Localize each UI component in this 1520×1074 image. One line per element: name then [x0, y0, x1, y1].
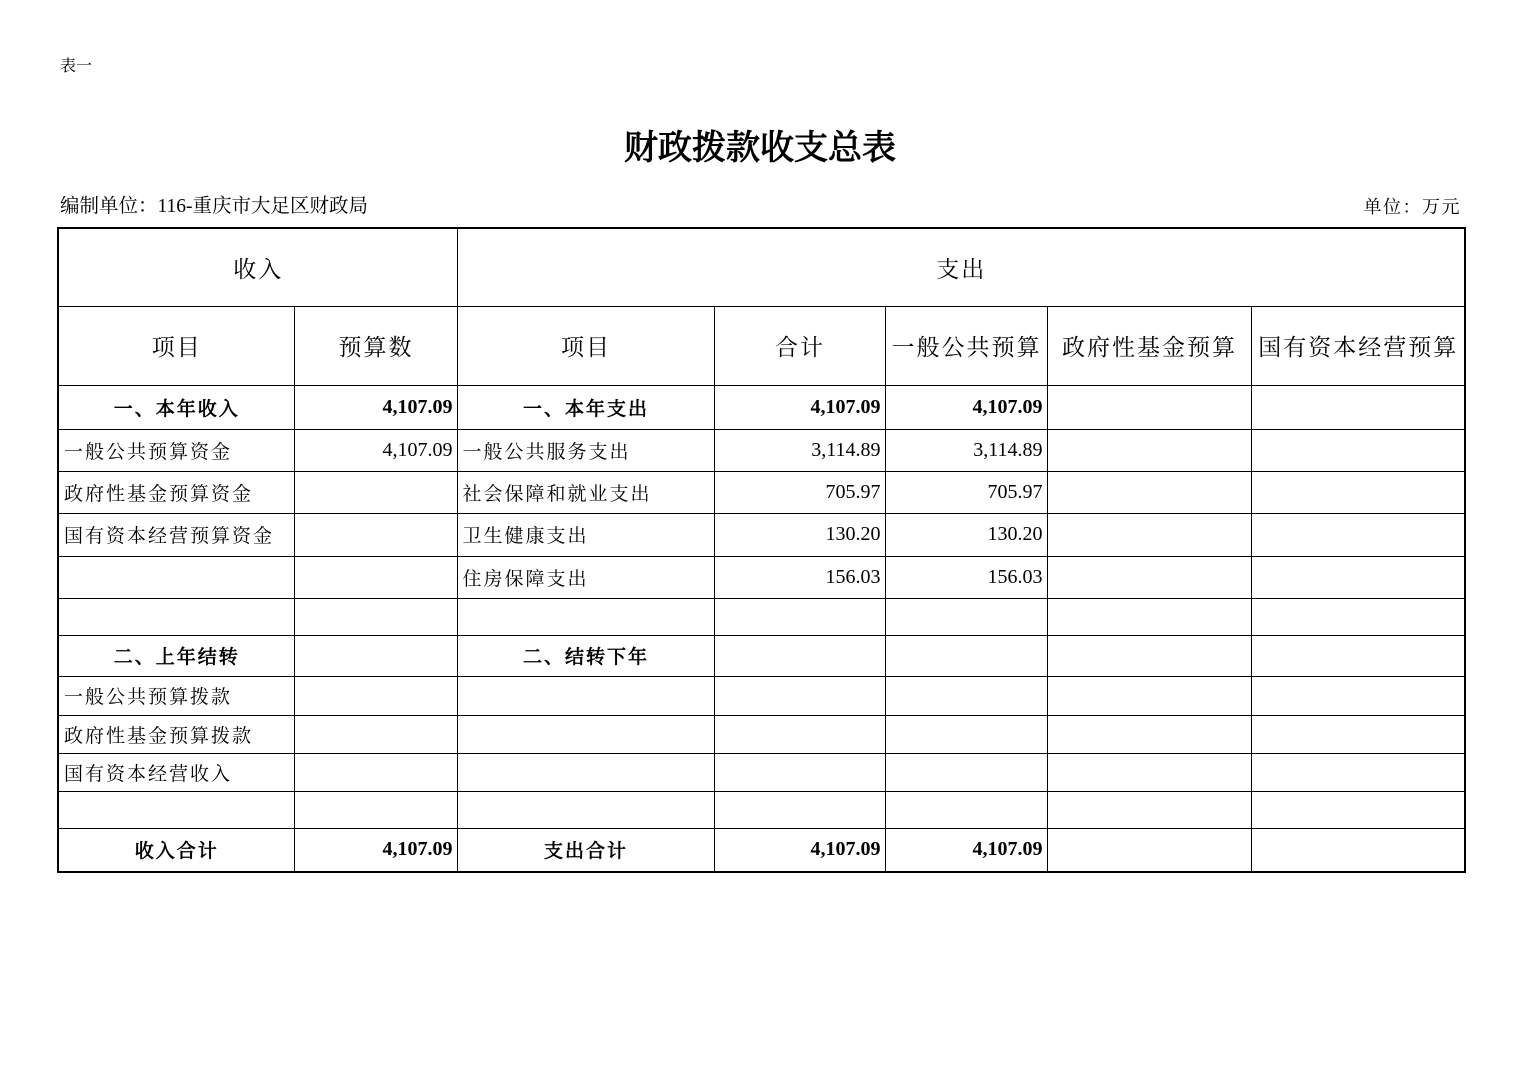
expense-total-cell: 705.97 [714, 471, 885, 513]
expense-total-cell: 130.20 [714, 513, 885, 556]
table-row-totals [58, 828, 1465, 872]
government-fund-budget-cell [1047, 429, 1251, 471]
general-public-budget-cell: 4,107.09 [885, 385, 1047, 429]
expense-total-cell [714, 753, 885, 791]
income-budget-cell [294, 471, 457, 513]
government-fund-budget-cell [1047, 598, 1251, 635]
income-budget-cell: 4,107.09 [294, 828, 457, 872]
general-public-budget-cell [885, 598, 1047, 635]
expense-item-cell [457, 598, 714, 635]
income-budget-cell [294, 791, 457, 828]
state-capital-budget-cell [1251, 556, 1465, 598]
government-fund-budget-cell [1047, 791, 1251, 828]
income-budget-cell [294, 556, 457, 598]
government-fund-budget-cell [1047, 753, 1251, 791]
expense-item-cell [457, 753, 714, 791]
expense-total-cell: 4,107.09 [714, 385, 885, 429]
col-header-income-budget: 预算数 [294, 306, 457, 385]
table-row [58, 385, 1465, 429]
government-fund-budget-cell [1047, 513, 1251, 556]
compiling-unit: 编制单位：116-重庆市大足区财政局 [60, 196, 369, 217]
table-row [58, 471, 1465, 513]
government-fund-budget-cell [1047, 471, 1251, 513]
group-header-expense: 支出 [457, 228, 1465, 306]
expense-total-cell: 3,114.89 [714, 429, 885, 471]
government-fund-budget-cell [1047, 385, 1251, 429]
income-item-cell: 国有资本经营收入 [58, 753, 294, 791]
state-capital-budget-cell [1251, 635, 1465, 676]
income-item-cell [58, 791, 294, 828]
col-header-expense-total: 合计 [714, 306, 885, 385]
income-item-cell: 二、上年结转 [58, 635, 294, 676]
expense-total-cell [714, 715, 885, 753]
general-public-budget-cell [885, 791, 1047, 828]
table-row [58, 598, 1465, 635]
government-fund-budget-cell [1047, 635, 1251, 676]
expense-item-cell: 二、结转下年 [457, 635, 714, 676]
table-row [58, 556, 1465, 598]
general-public-budget-cell [885, 635, 1047, 676]
income-budget-cell [294, 598, 457, 635]
col-header-expense-item: 项目 [457, 306, 714, 385]
group-header-income: 收入 [58, 228, 457, 306]
general-public-budget-cell: 130.20 [885, 513, 1047, 556]
government-fund-budget-cell [1047, 556, 1251, 598]
document-label: 表一 [60, 58, 93, 75]
table-row [58, 513, 1465, 556]
page-title: 财政拨款收支总表 [624, 128, 896, 168]
expense-total-cell: 4,107.09 [714, 828, 885, 872]
expense-item-cell: 一、本年支出 [457, 385, 714, 429]
column-header-row [58, 306, 1465, 385]
expense-item-cell: 住房保障支出 [457, 556, 714, 598]
table-row [58, 791, 1465, 828]
income-budget-cell [294, 676, 457, 715]
col-header-government-fund-budget: 政府性基金预算 [1047, 306, 1251, 385]
state-capital-budget-cell [1251, 471, 1465, 513]
income-item-cell: 国有资本经营预算资金 [58, 513, 294, 556]
government-fund-budget-cell [1047, 715, 1251, 753]
table-row [58, 635, 1465, 676]
expense-item-cell: 一般公共服务支出 [457, 429, 714, 471]
government-fund-budget-cell [1047, 676, 1251, 715]
income-budget-cell: 4,107.09 [294, 385, 457, 429]
col-header-income-item: 项目 [58, 306, 294, 385]
expense-item-cell [457, 676, 714, 715]
income-item-cell [58, 556, 294, 598]
general-public-budget-cell [885, 676, 1047, 715]
group-header-row [58, 228, 1465, 306]
state-capital-budget-cell [1251, 513, 1465, 556]
expense-total-cell [714, 635, 885, 676]
table-row [58, 676, 1465, 715]
income-budget-cell [294, 635, 457, 676]
expense-item-cell: 社会保障和就业支出 [457, 471, 714, 513]
income-budget-cell [294, 513, 457, 556]
state-capital-budget-cell [1251, 598, 1465, 635]
government-fund-budget-cell [1047, 828, 1251, 872]
expense-total-cell [714, 791, 885, 828]
state-capital-budget-cell [1251, 385, 1465, 429]
expense-item-cell: 支出合计 [457, 828, 714, 872]
general-public-budget-cell: 3,114.89 [885, 429, 1047, 471]
expense-item-cell [457, 791, 714, 828]
table-row [58, 429, 1465, 471]
state-capital-budget-cell [1251, 791, 1465, 828]
currency-unit: 单位：万元 [1363, 197, 1461, 217]
general-public-budget-cell [885, 715, 1047, 753]
income-item-cell [58, 598, 294, 635]
state-capital-budget-cell [1251, 753, 1465, 791]
expense-total-cell [714, 598, 885, 635]
expense-total-cell [714, 676, 885, 715]
income-item-cell: 一般公共预算资金 [58, 429, 294, 471]
income-item-cell: 收入合计 [58, 828, 294, 872]
income-item-cell: 一、本年收入 [58, 385, 294, 429]
income-item-cell: 政府性基金预算资金 [58, 471, 294, 513]
appropriation-summary-table [57, 227, 1466, 873]
state-capital-budget-cell [1251, 676, 1465, 715]
general-public-budget-cell: 156.03 [885, 556, 1047, 598]
income-budget-cell: 4,107.09 [294, 429, 457, 471]
col-header-state-capital-budget: 国有资本经营预算 [1251, 306, 1465, 385]
expense-item-cell [457, 715, 714, 753]
general-public-budget-cell [885, 753, 1047, 791]
income-budget-cell [294, 715, 457, 753]
general-public-budget-cell: 705.97 [885, 471, 1047, 513]
expense-item-cell: 卫生健康支出 [457, 513, 714, 556]
income-item-cell: 政府性基金预算拨款 [58, 715, 294, 753]
income-budget-cell [294, 753, 457, 791]
income-item-cell: 一般公共预算拨款 [58, 676, 294, 715]
state-capital-budget-cell [1251, 429, 1465, 471]
state-capital-budget-cell [1251, 715, 1465, 753]
general-public-budget-cell: 4,107.09 [885, 828, 1047, 872]
table-row [58, 753, 1465, 791]
state-capital-budget-cell [1251, 828, 1465, 872]
col-header-general-public-budget: 一般公共预算 [885, 306, 1047, 385]
expense-total-cell: 156.03 [714, 556, 885, 598]
table-row [58, 715, 1465, 753]
